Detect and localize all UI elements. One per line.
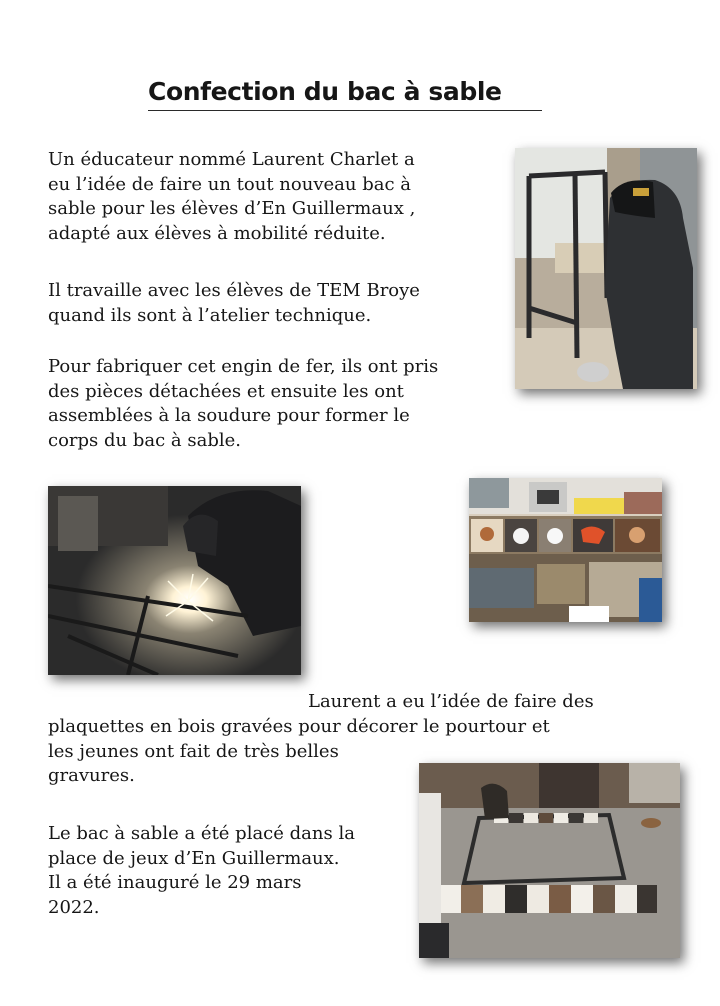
paragraph-inauguration: Le bac à sable a été placé dans la place de jeux d’En Guillermaux. Il a été inauguré le 29 mars 2022. [48, 823, 355, 918]
photo-welding-sparks [48, 486, 301, 675]
paragraph-plaques-start: Laurent a eu l’idée de faire des [308, 691, 594, 712]
paragraph-construction: Pour fabriquer cet engin de fer, ils ont pris des pièces détachées et ensuite les ont assemblées à la soudure pour former le corps du bac à sable. [48, 356, 439, 451]
page-title: Confection du bac à sable [148, 76, 542, 111]
photo-sandbox-frame [419, 763, 680, 958]
paragraph-intro: Un éducateur nommé Laurent Charlet a eu l’idée de faire un tout nouveau bac à sable pour les élèves d’En Guillermaux , adapté aux élèves à mobilité réduite. [48, 149, 416, 244]
paragraph-plaques: plaquettes en bois gravées pour décorer le pourtour et les jeunes ont fait de très belles gravures. [48, 716, 550, 786]
paragraph-workshop: Il travaille avec les élèves de TEM Broye quand ils sont à l’atelier technique. [48, 280, 420, 326]
photo-engraved-plaques [469, 478, 662, 622]
photo-student-welding-mask [515, 148, 697, 389]
